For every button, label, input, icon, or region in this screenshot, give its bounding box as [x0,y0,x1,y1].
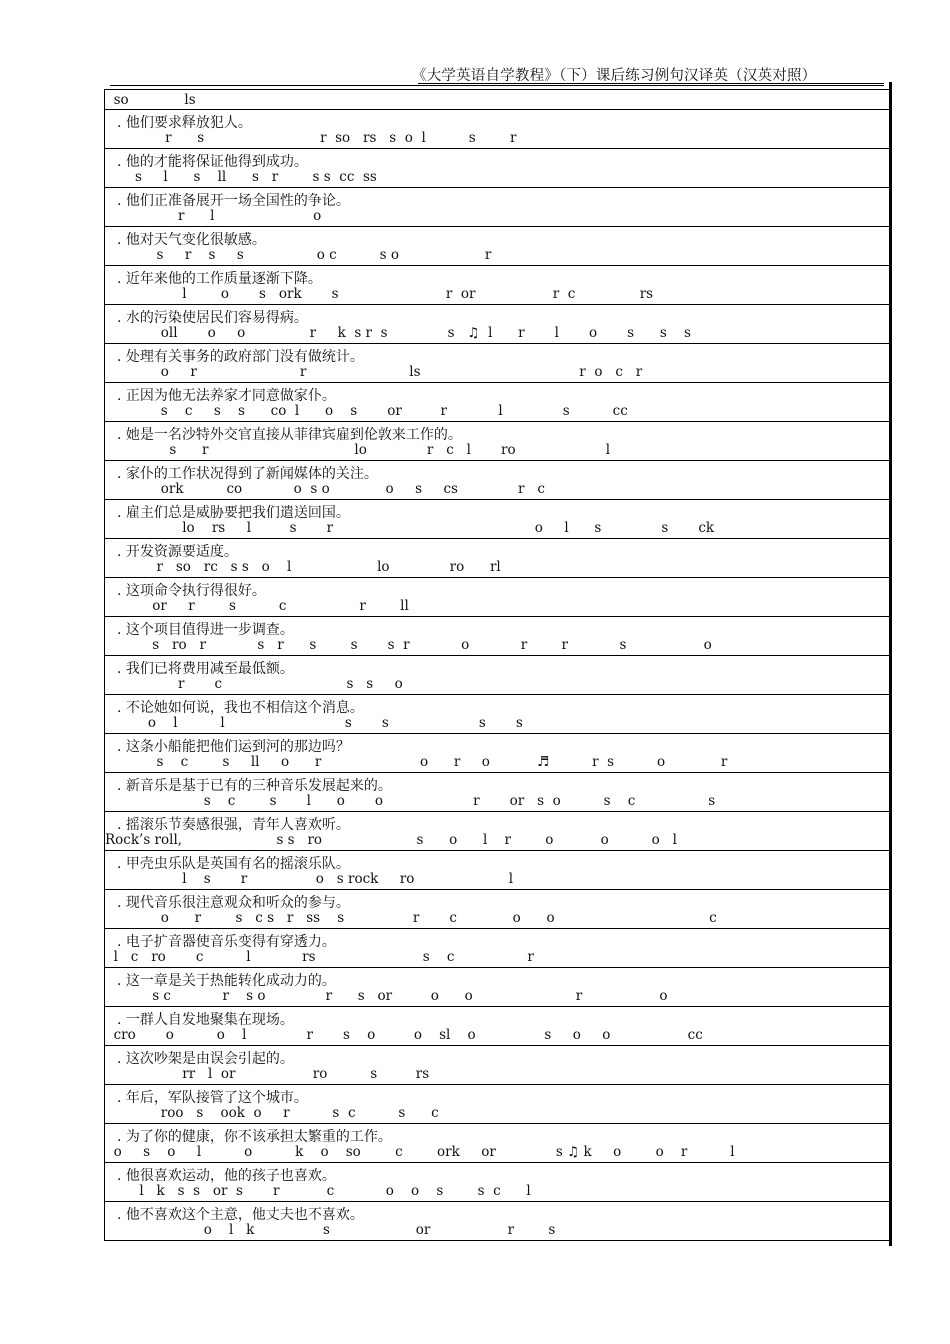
english-sentence: r l o [105,208,322,224]
english-sentence: s c s s co l o s or r l s cc [105,403,628,419]
english-sentence: s c s l o o r or s o s c s [105,793,716,809]
chinese-sentence: . 处理有关事务的政府部门没有做统计。 [117,349,364,365]
chinese-sentence: . 这条小船能把他们运到河的那边吗？ [117,739,350,755]
chinese-sentence: . 近年来他的工作质量逐渐下降。 [117,271,322,287]
chinese-sentence: . 开发资源要适度。 [117,544,238,560]
english-sentence: o r s c s r ss s r c o o c [105,910,717,926]
chinese-sentence: . 正因为他无法养家才同意做家仆。 [117,388,336,404]
chinese-sentence: . 他对天气变化很敏感。 [117,232,266,248]
chinese-sentence: . 现代音乐很注意观众和听众的参与。 [117,895,350,911]
table-row [105,1007,891,1046]
chinese-sentence: . 家仆的工作状况得到了新闻媒体的关注。 [117,466,378,482]
table-row [105,188,891,227]
table-row [105,1046,891,1085]
table-row [105,734,891,773]
chinese-sentence: . 他们要求释放犯人。 [117,115,252,131]
chinese-sentence: . 他们正准备展开一场全国性的争论。 [117,193,350,209]
english-sentence: o r r ls r o c r [105,364,643,380]
chinese-sentence: . 雇主们总是威胁要把我们遣送回国。 [117,505,350,521]
table-row [105,851,891,890]
chinese-sentence: . 为了你的健康，你不该承担太繁重的工作。 [117,1129,392,1145]
chinese-sentence: . 这项命令执行得很好。 [117,583,266,599]
chinese-sentence: . 他的才能将保证他得到成功。 [117,154,308,170]
english-sentence: l k s s or s r c o o s s c l [105,1183,531,1199]
english-sentence: s r lo r c l ro l [105,442,611,458]
table-row [105,617,891,656]
table-row [105,461,891,500]
table-row [105,266,891,305]
table-row [105,149,891,188]
english-sentence: s c s ll o r o r o ♬ r s o r [105,754,728,770]
english-sentence: Rock’s roll, s s ro s o l r o o o l [105,832,677,848]
chinese-sentence: . 电子扩音器使音乐变得有穿透力。 [117,934,336,950]
english-sentence: r so rc s s o l lo ro rl [105,559,501,575]
table-row [105,578,891,617]
english-sentence: o s o l o k o so c ork or s ♫ k o o r l [105,1144,735,1160]
table-row-first [105,90,891,110]
english-sentence: lo rs l s r o l s s ck [105,520,715,536]
header-underline [418,83,884,84]
chinese-sentence: . 水的污染使居民们容易得病。 [117,310,308,326]
english-sentence: r s r so rs s o l s r [105,130,517,146]
table-row [105,344,891,383]
table-row [105,812,891,851]
english-sentence: l c ro c l rs s c r [105,949,534,965]
english-sentence: s l s ll s r s s cc ss [105,169,377,185]
table-row [105,695,891,734]
chinese-sentence: . 他不喜欢这个主意，他丈夫也不喜欢。 [117,1207,364,1223]
english-sentence: l o s ork s r or r c rs [105,286,654,302]
page-header-title: 《大学英语自学教程》（下）课后练习例句汉译英（汉英对照） [412,68,817,84]
sentence-table [104,89,891,1241]
english-sentence: rr l or ro s rs [105,1066,430,1082]
chinese-sentence: . 年后，军队接管了这个城市。 [117,1090,308,1106]
chinese-sentence: . 甲壳虫乐队是英国有名的摇滚乐队。 [117,856,350,872]
chinese-sentence: . 新音乐是基于已有的三种音乐发展起来的。 [117,778,392,794]
english-sentence: l s r o s rock ro l [105,871,514,887]
table-row [105,227,891,266]
table-row [105,110,891,149]
table-row [105,773,891,812]
english-sentence: o l k s or r s [105,1222,556,1238]
chinese-sentence: . 他很喜欢运动，他的孩子也喜欢。 [117,1168,336,1184]
header-rule [110,85,884,86]
english-sentence: o l l s s s s [105,715,523,731]
table-row [105,422,891,461]
table-row [105,500,891,539]
english-sentence: s r s s o c s o r [105,247,492,263]
table-row [105,929,891,968]
english-sentence: r c s s o [105,676,403,692]
english-sentence: ork co o s o o s cs r c [105,481,545,497]
chinese-sentence: . 我们已将费用减至最低额。 [117,661,294,677]
table-row [105,1163,891,1202]
chinese-sentence: . 一群人自发地聚集在现场。 [117,1012,294,1028]
table-row [105,656,891,695]
english-sentence: cro o o l r s o o sl o s o o cc [105,1027,703,1043]
english-sentence: so ls [105,92,196,108]
table-row [105,383,891,422]
chinese-sentence: . 摇滚乐节奏感很强，青年人喜欢听。 [117,817,350,833]
table-row [105,968,891,1007]
english-sentence: roo s ook o r s c s c [105,1105,439,1121]
table-row [105,1124,891,1163]
chinese-sentence: . 这个项目值得进一步调查。 [117,622,294,638]
english-sentence: s c r s o r s or o o r o [105,988,668,1004]
chinese-sentence: . 这次吵架是由误会引起的。 [117,1051,294,1067]
english-sentence: or r s c r ll [105,598,409,614]
english-sentence: s ro r s r s s s r o r r s o [105,637,712,653]
table-row [105,305,891,344]
table-row [105,1202,891,1241]
table-row [105,539,891,578]
table-row [105,1085,891,1124]
table-row [105,890,891,929]
chinese-sentence: . 不论她如何说，我也不相信这个消息。 [117,700,364,716]
english-sentence: oll o o r k s r s s ♫ l r l o s s s [105,325,691,341]
chinese-sentence: . 这一章是关于热能转化成动力的。 [117,973,336,989]
chinese-sentence: . 她是一名沙特外交官直接从菲律宾雇到伦敦来工作的。 [117,427,462,443]
